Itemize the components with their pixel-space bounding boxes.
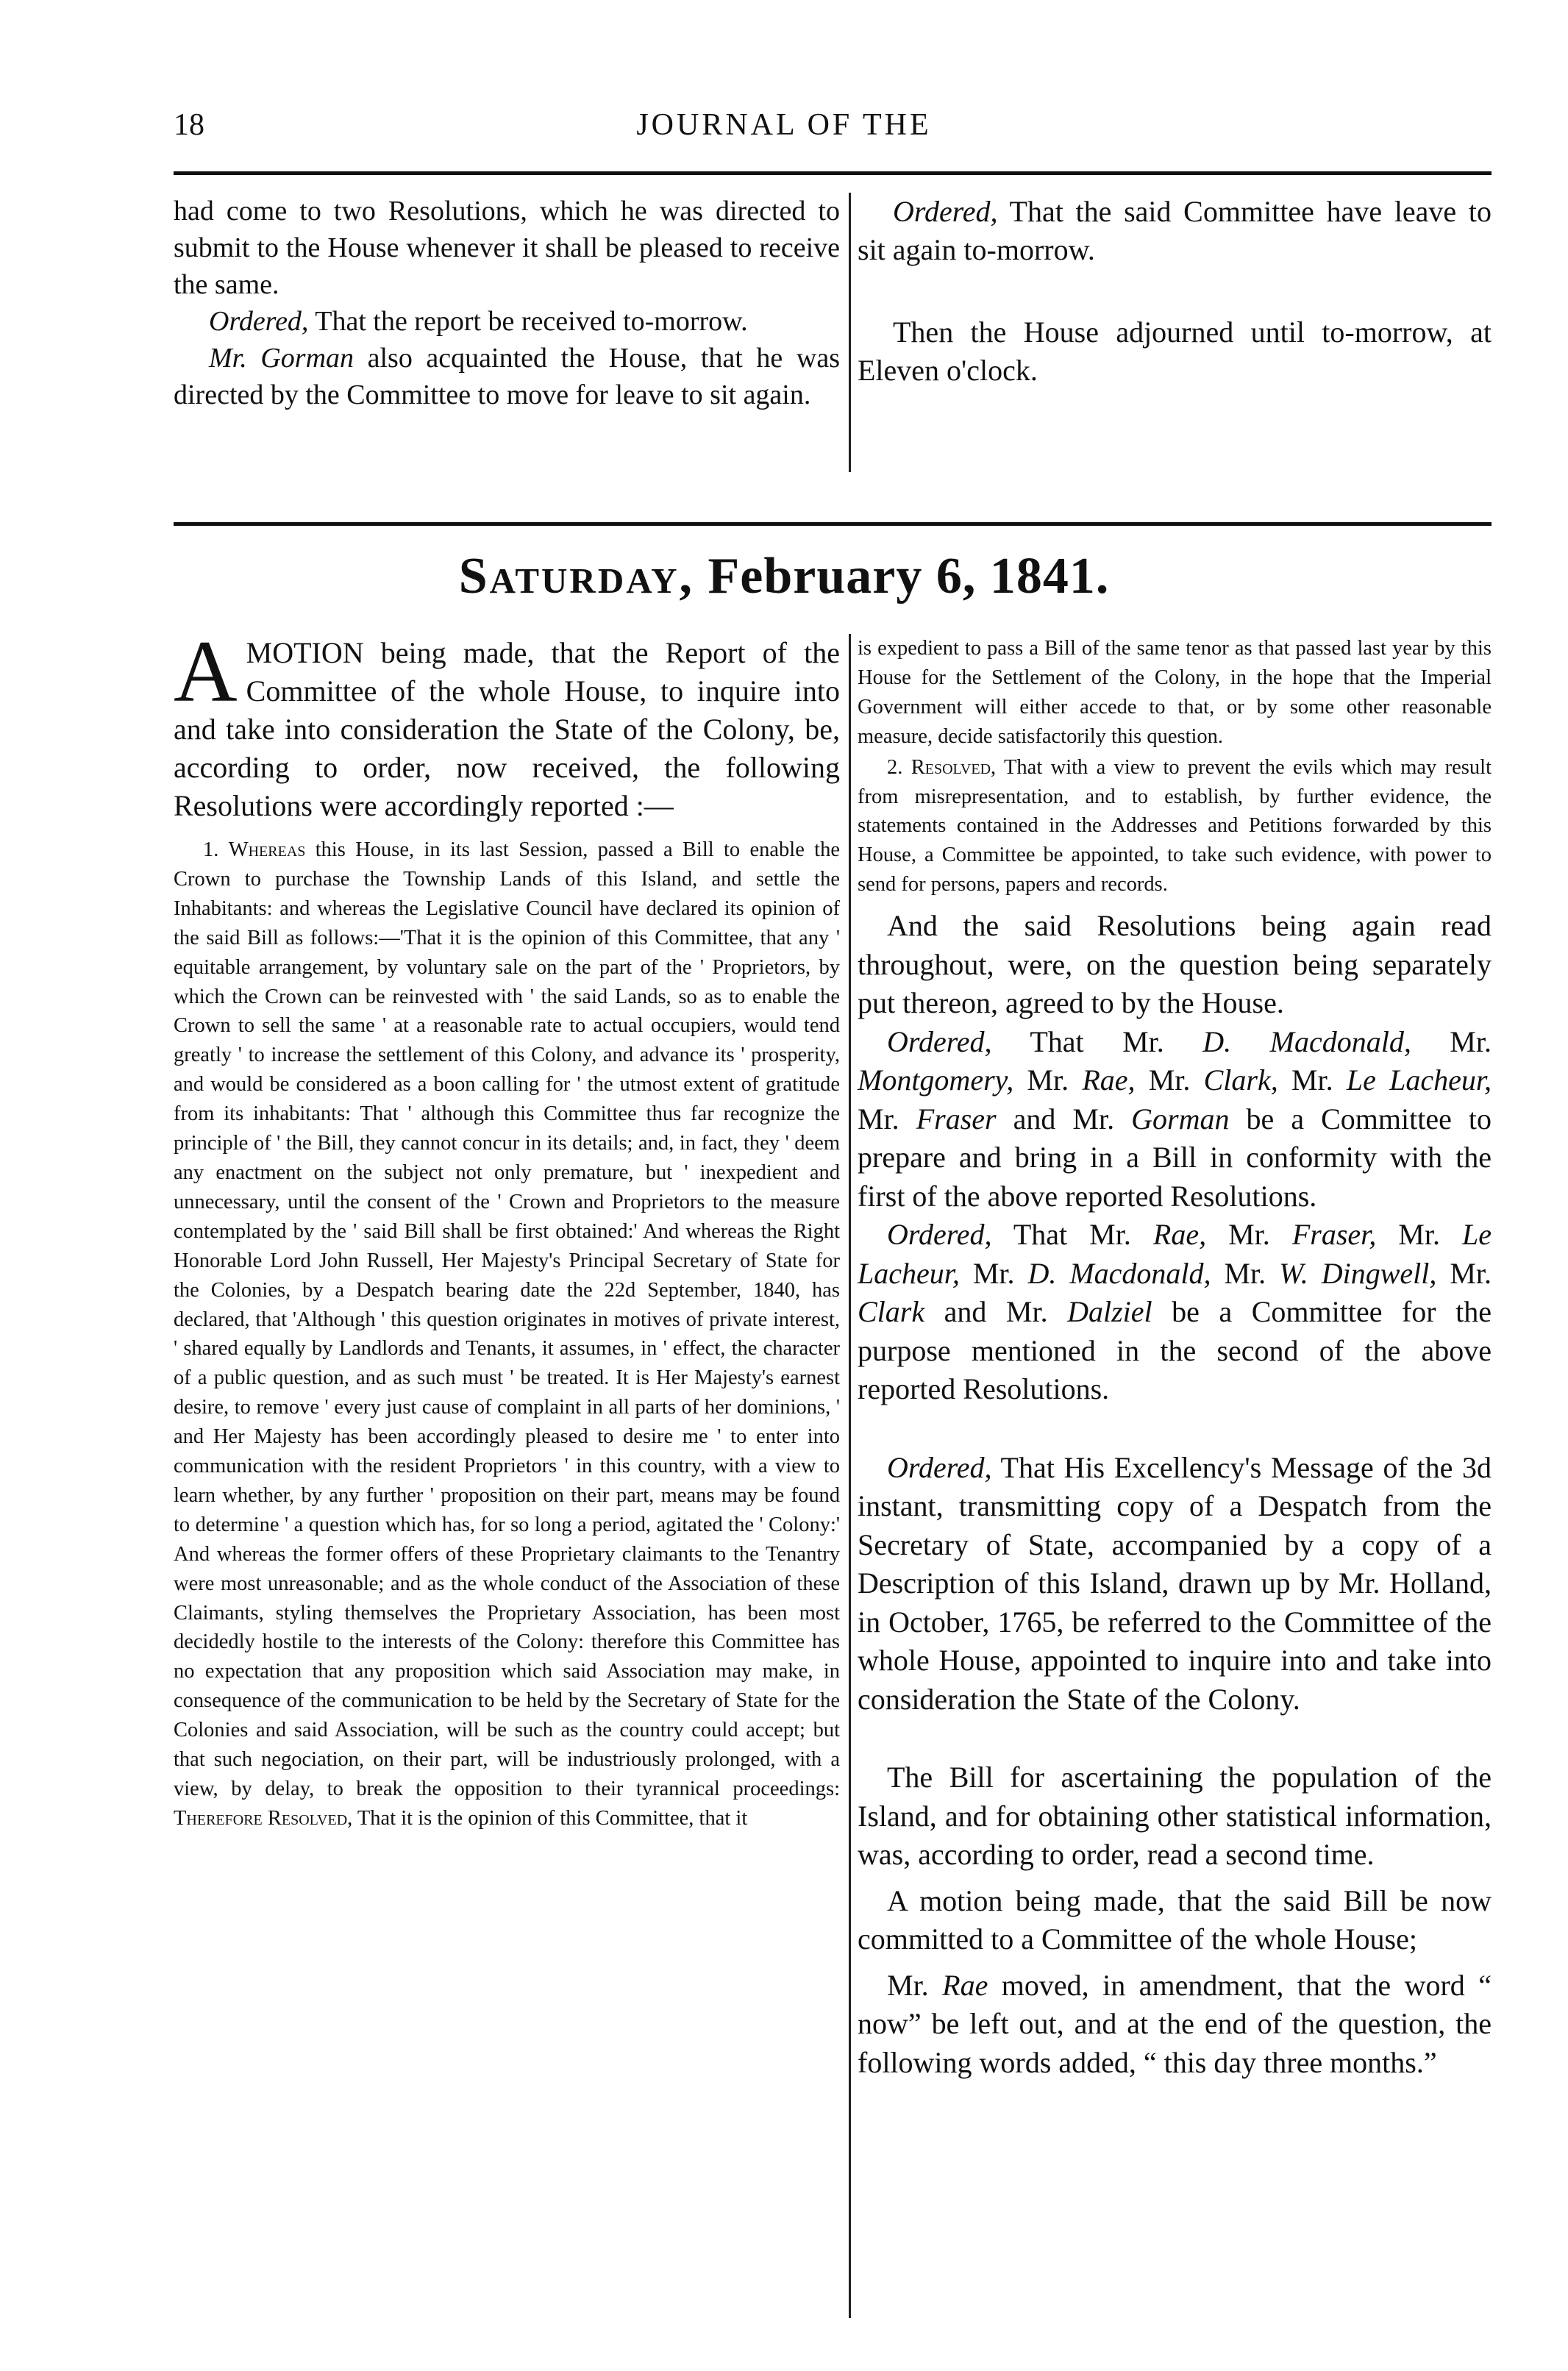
bill-paragraph: The Bill for ascertaining the population of the Island, and for obtaining other statistical information, was, according to order, read a second time.	[858, 1761, 1492, 1872]
page-number: 18	[174, 108, 204, 142]
column-divider-top	[849, 193, 851, 472]
ordered-report-paragraph: Ordered, That the report be received to-morrow.	[209, 306, 748, 337]
column-divider-main	[849, 634, 851, 2318]
main-right-column	[858, 634, 1492, 2082]
resolution-two: 2. Resolved, That with a view to prevent the evils which may result from misrepresentation, and to establish, by further evidence, the statements contained in the Addresses and Petitions forwarded by this House, a Committee be appointed, to take such evidence, with power to send for persons, papers and records.	[858, 755, 1492, 896]
ordered-message-paragraph: Ordered, That His Excellency's Message of the 3d instant, transmitting copy of a Despatch from the Secretary of State, accompanied by a copy of a Description of this Island, drawn up by Mr. Holland, in October, 1765, be referred to the Committee of the whole House, appointed to inquire into and take into consideration the State of the Colony.	[858, 1450, 1492, 1716]
member-name: Mr. Gorman	[209, 343, 354, 374]
report-paragraph: had come to two Resolutions, which he was directed to submit to the House whenever it shall be pleased to receive the same.	[174, 196, 840, 300]
ordered-committee-one: Ordered, That Mr. D. Macdonald, Mr. Montgomery, Mr. Rae, Mr. Clark, Mr. Le Lacheur, Mr. Fraser and Mr. Gorman be a Committee to prepare and bring in a Bill in conformity with the first of the above reported Resolutions.	[858, 1024, 1492, 1213]
resolution-one: 1. Whereas this House, in its last Session, passed a Bill to enable the Crown to purchase the Township Lands of this Island, and settle the Inhabitants: and whereas the Legislative Council have declared its opinion of the said Bill as follows:—'That it is the opinion of this Committee, that any ' equitable arrangement, by voluntary sale on the part of the ' Proprietors, by which the Crown can be reinvested with ' the said Lands, so as to enable the Crown to sell the same ' at a reasonable rate to actual occupiers, would tend greatly ' to increase the settlement of this Colony, and advance its ' prosperity, and would be considered as a boon calling for ' the utmost extent of gratitude from its inhabitants: That ' although this Committee thus far recognize the principle of ' the Bill, they cannot concur in its details; and, in fact, they ' deem any enactment on the subject not only premature, but ' inexpedient and unnecessary, until the consent of the ' Crown and Proprietors to the measure contemplated by the ' said Bill shall be first obtained:' And whereas the Right Honorable Lord John Russell, Her Majesty's Principal Secretary of State for the Colonies, by a Despatch bearing date the 22d September, 1840, has declared, that 'Although ' this question originates in motives of private interest, ' shared equally by Landlords and Tenants, it assumes, in ' effect, the character of a public question, and as such must ' be treated. It is Her Majesty's earnest desire, to remove ' every just cause of complaint in all parts of her dominions, ' and Her Majesty has been accordingly pleased to desire me ' to enter into communication with the resident Proprietors ' in this country, with a view to learn whether, by any further ' proposition on their part, means may be found to determine ' a question which has, for so long a period, agitated the ' Colony:' And whereas the former offers of these Proprietary claimants to the Tenantry were most unreasonable; and as the whole conduct of the Association of these Claimants, styling themselves the Proprietary Association, has been most decidedly hostile to the interests of the Colony: therefore this Committee has no expectation that any proposition which said Association may make, in consequence of the communication to be held by the Secretary of State for the Colonies and said Association, will be such as the country could accept; but that such negociation, on their part, will be industriously prolonged, with a view, by delay, to break the opposition to their tyrannical proceedings: Therefore Resolved, That it is the opinion of this Committee, that it	[174, 838, 840, 1830]
ordered-leave-paragraph: Ordered, That the said Committee have leave to sit again to-morrow.	[858, 195, 1492, 266]
top-left-column	[174, 193, 840, 413]
gorman-paragraph: Mr. Gorman also acquainted the House, that he was directed by the Committee to move for leave to sit again.	[174, 343, 840, 410]
drop-cap: A	[174, 622, 238, 720]
weekday: Saturday,	[458, 548, 694, 605]
top-right-column	[858, 193, 1492, 390]
motion-commit-paragraph: A motion being made, that the said Bill be now committed to a Committee of the whole House;	[858, 1883, 1492, 1956]
motion-paragraph: AMOTION being made, that the Report of the Committee of the whole House, to inquire into and take into consideration the State of the Colony, be, according to order, now received, the following Resolutions were accordingly reported :—	[174, 622, 840, 822]
date: February 6, 1841.	[694, 548, 1110, 605]
agreed-paragraph: And the said Resolutions being again read throughout, were, on the question being separately put thereon, agreed to by the House.	[858, 909, 1492, 1020]
section-rule	[174, 522, 1492, 526]
ordered-label: Ordered,	[893, 195, 998, 228]
ordered-label: Ordered,	[209, 306, 309, 337]
amendment-paragraph: Mr. Rae moved, in amendment, that the word “ now” be left out, and at the end of the question, the following words added, “ this day three months.”	[858, 1968, 1492, 2079]
resolution-one-continued: is expedient to pass a Bill of the same tenor as that passed last year by this House for the Settlement of the Colony, in the hope that the Imperial Government will either accede to that, or by some other reasonable measure, decide satisfactorily this question.	[858, 637, 1492, 748]
running-title: JOURNAL OF THE	[636, 108, 932, 142]
date-heading	[0, 547, 1568, 606]
ordered-committee-two: Ordered, That Mr. Rae, Mr. Fraser, Mr. Le Lacheur, Mr. D. Macdonald, Mr. W. Dingwell, Mr. Clark and Mr. Dalziel be a Committee for the purpose mentioned in the second of the above reported Resolutions.	[858, 1218, 1492, 1406]
main-left-column	[174, 622, 840, 1833]
adjournment-paragraph: Then the House adjourned until to-morrow, at Eleven o'clock.	[858, 315, 1492, 387]
header-rule	[174, 171, 1492, 175]
